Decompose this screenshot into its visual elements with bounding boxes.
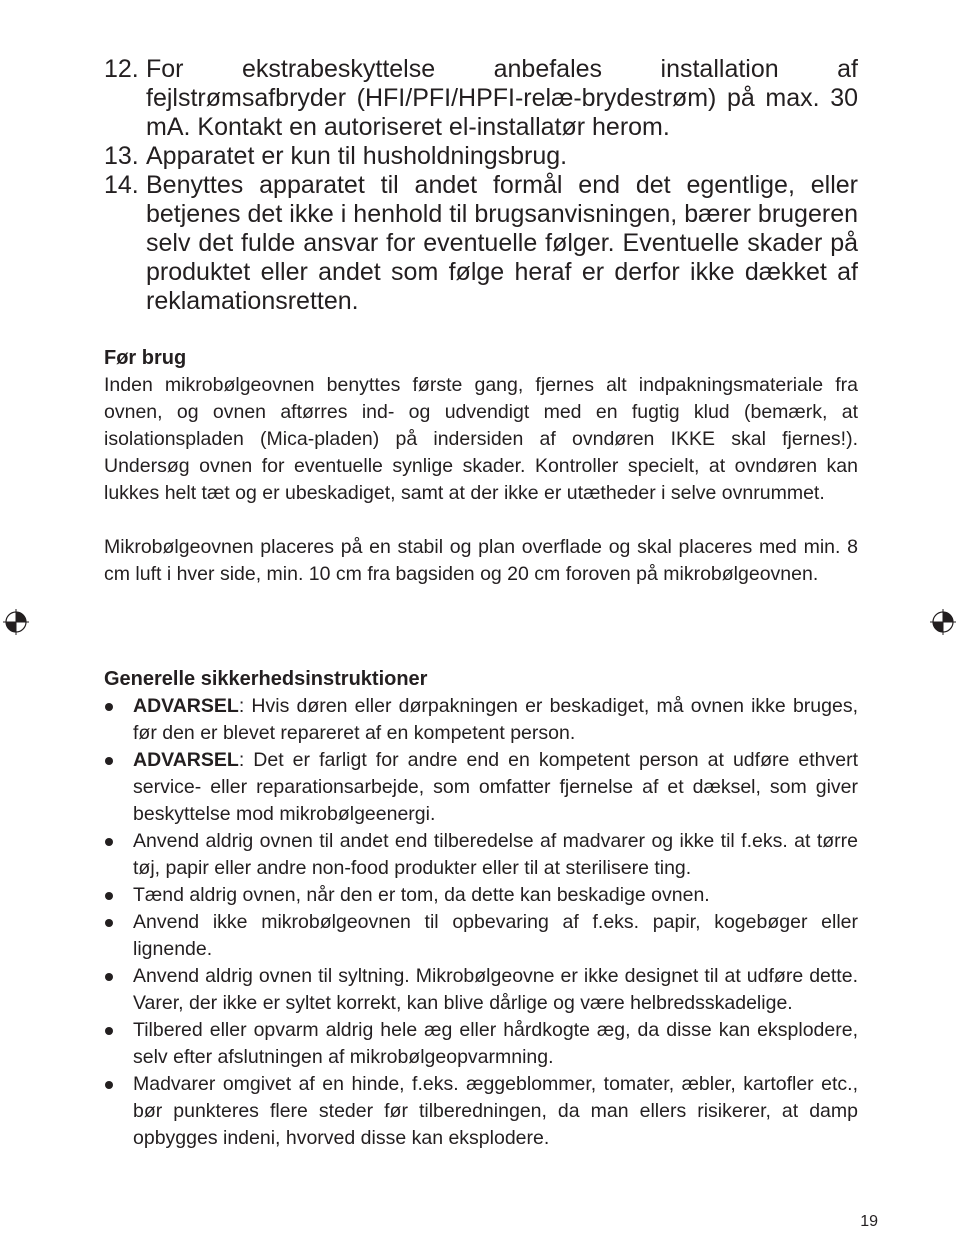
item-number: 12. (104, 55, 139, 83)
warning-separator: : (238, 749, 245, 771)
item-number: 13. (104, 142, 139, 170)
item-text: Apparatet er kun til husholdningsbrug. (146, 142, 568, 170)
before-use-paragraph-1: Inden mikrobølgeovnen benyttes første gang, fjernes alt indpakningsmateriale fra ovnen, og ovnen aftørres ind- og udvendigt med en fugtig klud (bemærk, at isolationspladen (Mica-pladen) på indersiden af ovndøren IKKE skal fjernes!). Undersøg ovnen for eventuelle synlige skader. Kontroller specielt, at ovndøren kan lukkes helt tæt og er ubeskadiget, samt at der ikke er utætheder i selve ovnrummet. (104, 374, 858, 504)
bullet-icon (105, 919, 113, 927)
page-number: 19 (860, 1213, 878, 1230)
registration-mark-icon (3, 609, 29, 635)
list-item (104, 1017, 858, 1071)
bullet-icon (105, 973, 113, 981)
before-use-paragraph-2: Mikrobølgeovnen placeres på en stabil og plan overflade og skal placeres med min. 8 cm luft i hver side, min. 10 cm fra bagsiden og 20 cm foroven på mikrobølgeovnen. (104, 536, 858, 585)
list-item-text: Anvend aldrig ovnen til andet end tilberedelse af madvarer og ikke til f.eks. at tørre tøj, papir eller andre non-food produkter eller til at sterilisere ting. (133, 830, 858, 879)
list-item (104, 963, 858, 1017)
warning-separator: : (238, 695, 245, 717)
registration-mark-icon (930, 609, 956, 635)
list-item-text: Anvend ikke mikrobølgeovnen til opbevaring af f.eks. papir, kogebøger eller lignende. (133, 911, 858, 960)
bullet-icon (105, 838, 113, 846)
list-item-text: Det er farligt for andre end en kompetent person at udføre ethvert service- eller reparationsarbejde, som omfatter fjernelse af et dæksel, som giver beskyttelse mod mikrobølgeenergi. (133, 749, 858, 825)
warning-label: ADVARSEL (133, 749, 239, 771)
list-item-text: Tilbered eller opvarm aldrig hele æg eller hårdkogte æg, da disse kan eksplodere, selv efter afslutningen af mikrobølgeopvarmning. (133, 1019, 858, 1068)
item-number: 14. (104, 171, 139, 199)
item-text: For ekstrabeskyttelse anbefales installation af fejlstrømsafbryder (HFI/PFI/HPFI-relæ-brydestrøm) på max. 30 mA. Kontakt en autoriseret el-installatør herom. (146, 55, 858, 141)
warning-label: ADVARSEL (133, 695, 239, 717)
before-use-section (104, 345, 858, 588)
list-item-text: Hvis døren eller dørpakningen er beskadiget, må ovnen ikke bruges, før den er blevet repareret af en kompetent person. (133, 695, 858, 744)
list-item-text: Tænd aldrig ovnen, når den er tom, da dette kan beskadige ovnen. (133, 884, 710, 906)
list-item (104, 882, 858, 909)
bullet-icon (105, 1027, 113, 1035)
safety-list (104, 693, 858, 1152)
bullet-icon (105, 703, 113, 711)
list-item (104, 747, 858, 828)
item-text: Benyttes apparatet til andet formål end det egentlige, eller betjenes det ikke i henhold til brugsanvisningen, bærer brugeren selv det fulde ansvar for eventuelle følger. Eventuelle skader på produktet eller andet som følge heraf er derfor ikke dækket af reklamationsretten. (146, 171, 858, 315)
list-item (104, 693, 858, 747)
list-item-text: Madvarer omgivet af en hinde, f.eks. æggeblommer, tomater, æbler, kartofler etc., bør punkteres flere steder før tilberedningen, da man ellers risikerer, at damp opbygges indeni, hvorved disse kan eksplodere. (133, 1073, 858, 1149)
list-item-text: Anvend aldrig ovnen til syltning. Mikrobølgeovne er ikke designet til at udføre dette. Varer, der ikke er syltet korrekt, kan blive dårlige og være helbredsskadelige. (133, 965, 858, 1014)
list-item (104, 909, 858, 963)
bullet-icon (105, 1081, 113, 1089)
list-item (104, 828, 858, 882)
bullet-icon (105, 892, 113, 900)
numbered-item-13 (104, 142, 858, 171)
list-item (104, 1071, 858, 1152)
section-heading-before-use: Før brug (104, 347, 187, 369)
bullet-icon (105, 757, 113, 765)
numbered-item-14 (104, 171, 858, 316)
numbered-item-12 (104, 55, 858, 142)
safety-section (104, 666, 858, 1152)
numbered-list (104, 55, 858, 316)
section-heading-safety: Generelle sikkerhedsinstruktioner (104, 668, 428, 690)
